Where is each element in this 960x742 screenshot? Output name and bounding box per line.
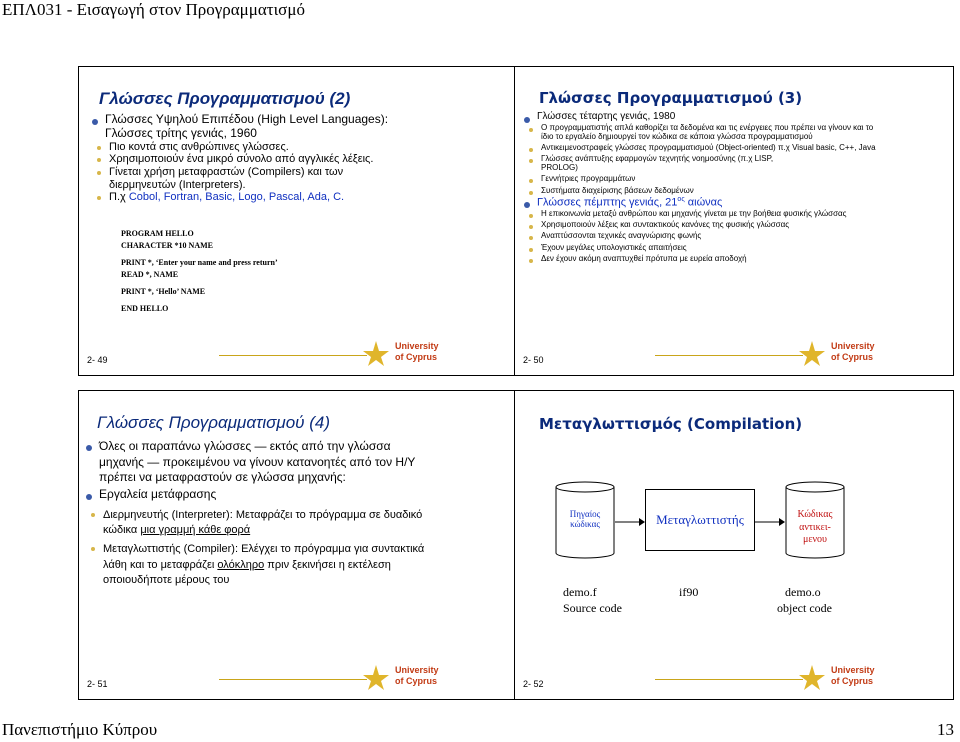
footer-rule <box>219 355 367 356</box>
university-logo <box>797 339 947 367</box>
source-code-box-label: Πηγαίος κώδικας <box>569 509 601 529</box>
bullet-high-level: Γλώσσες Υψηλού Επιπέδου (High Level Languages): Γλώσσες τρίτης γενιάς, 1960 <box>89 113 419 141</box>
bullet-translation: Όλες οι παραπάνω γλώσσες — εκτός από την γλώσσα μηχανής — προκειμένου να γίνουν κατανοητές από τον Η/Υ πρέπει να μεταφραστούν σε γλώσσα μηχανής: <box>83 439 428 486</box>
page-header: ΕΠΛ031 - Εισαγωγή στον Προγραμματισμό <box>2 0 305 19</box>
university-logo <box>361 339 511 367</box>
slide-number: 2- 51 <box>87 679 108 689</box>
sub-bullet: Γίνεται χρήση μεταφραστών (Compilers) και των διερμηνευτών (Interpreters). <box>89 166 369 191</box>
logo-line-2: of Cyprus <box>395 676 438 686</box>
sub-bullet: Αναπτύσσονται τεχνικές αναγνώρισης φωνής <box>521 231 881 240</box>
bullet-5th-gen <box>521 196 881 209</box>
crest-icon <box>797 339 827 367</box>
slide-number: 2- 49 <box>87 355 108 365</box>
sub-bullet: Γεννήτριες προγραμμάτων <box>521 174 881 183</box>
university-logo <box>361 663 511 691</box>
crest-icon <box>361 663 391 691</box>
logo-line-2: of Cyprus <box>395 352 438 362</box>
sub-bullet-compiler <box>83 542 428 588</box>
slide-title: Γλώσσες Προγραμματισμού (4) <box>97 413 331 432</box>
code-line: PROGRAM HELLO <box>121 229 194 238</box>
sub-bullet: Συστήματα διαχείρισης βάσεων δεδομένων <box>521 186 881 195</box>
arrow-icon <box>755 517 785 527</box>
gen-end: αιώνας <box>687 196 723 209</box>
slide-51 <box>78 390 518 700</box>
slide-number: 2- 52 <box>523 679 544 689</box>
compiler-name: if90 <box>679 585 699 599</box>
sub-bullet: Η επικοινωνία μεταξύ ανθρώπου και μηχανής γίνεται με την βοήθεια φυσικής γλώσσας <box>521 209 881 218</box>
slide-title: Γλώσσες Προγραμματισμού (3) <box>539 89 803 107</box>
bullet-4th-gen: Γλώσσες τέταρτης γενιάς, 1980 <box>521 111 881 123</box>
object-label: object code <box>777 601 832 615</box>
footer-rule <box>219 679 367 680</box>
slide-50 <box>514 66 954 376</box>
sub-bullet-interpreter <box>83 508 428 539</box>
arrow-icon <box>615 517 645 527</box>
compiler-underline: ολόκληρο <box>217 558 265 571</box>
crest-icon <box>361 339 391 367</box>
slide-52 <box>514 390 954 700</box>
logo-line-1: University <box>831 341 875 351</box>
logo-line-1: University <box>395 665 439 675</box>
source-filename: demo.f <box>563 585 597 599</box>
slide-number: 2- 50 <box>523 355 544 365</box>
code-line: READ *, NAME <box>121 270 179 279</box>
logo-line-1: University <box>395 341 439 351</box>
compiler-box: Μεταγλωττιστής <box>645 489 755 551</box>
crest-icon <box>797 663 827 691</box>
gen-text: Γλώσσες πέμπτης γενιάς, 21 <box>537 196 678 209</box>
object-filename: demo.o <box>785 585 821 599</box>
page-number: 13 <box>937 720 954 739</box>
sub-bullet: Δεν έχουν ακόμη αναπτυχθεί πρότυπα με ευρεία αποδοχή <box>521 254 881 263</box>
sub-bullet: Γλώσσες ανάπτυξης εφαρμογών τεχνητής νοημοσύνης (π.χ LISP, PROLOG) <box>521 154 801 172</box>
code-line: PRINT *, ‘Hello’ NAME <box>121 287 206 296</box>
logo-line-2: of Cyprus <box>831 352 874 362</box>
slide-49 <box>78 66 518 376</box>
page-footer-left: Πανεπιστήμιο Κύπρου <box>2 720 158 739</box>
slide-title: Μεταγλωττισμός (Compilation) <box>539 415 803 433</box>
source-label: Source code <box>563 601 622 615</box>
compiler-text: Μεταγλωττιστής (Compiler): Ελέγχει το πρόγραμμα για συντακτικά λάθη και το μεταφράζει <box>103 543 425 571</box>
sub-bullet: Χρησιμοποιούν λέξεις και συντακτικούς κανόνες της φυσικής γλώσσας <box>521 220 881 229</box>
sub-bullet: Ο προγραμματιστής απλά καθορίζει τα δεδομένα και τις ενέργειες που πρέπει να γίνουν και το ίδιο το εργαλείο δημιουργεί τον κώδικα σε κάποια γλώσσα προγραμματισμού <box>521 123 881 141</box>
code-line: PRINT *, ‘Enter your name and press return’ <box>121 258 278 267</box>
footer-rule <box>655 679 803 680</box>
university-logo <box>797 663 947 691</box>
logo-line-1: University <box>831 665 875 675</box>
logo-line-2: of Cyprus <box>831 676 874 686</box>
sub-bullet: Έχουν μεγάλες υπολογιστικές απαιτήσεις <box>521 243 881 252</box>
sub-bullet-examples <box>89 191 419 204</box>
sub-bullet: Πιο κοντά στις ανθρώπινες γλώσσες. <box>89 141 419 154</box>
example-prefix: Π.χ <box>109 191 126 204</box>
example-languages: Cobol, Fortran, Basic, Logo, Pascal, Ada, C. <box>128 191 345 204</box>
slide-title: Γλώσσες Προγραμματισμού (2) <box>99 89 351 108</box>
sub-bullet: Αντικειμενοστραφείς γλώσσες προγραμματισμού (Object-oriented) π.χ Visual basic, C++, Java <box>521 143 881 152</box>
compiler-text-end: πριν ξεκινήσει η εκτέλεση οποιουδήποτε μέρους του <box>103 558 391 587</box>
gen-sup: ος <box>677 195 685 203</box>
object-code-box-label: Κώδικας αντικει-μενου <box>797 509 833 545</box>
sub-bullet: Χρησιμοποιούν ένα μικρό σύνολο από αγγλικές λέξεις. <box>89 153 419 166</box>
fortran-code <box>121 229 278 313</box>
bullet-tools: Εργαλεία μετάφρασης <box>83 488 428 502</box>
code-line: END HELLO <box>121 304 169 313</box>
interpreter-text: Διερμηνευτής (Interpreter): Μεταφράζει το πρόγραμμα σε δυαδικό κώδικα <box>103 508 423 536</box>
code-line: CHARACTER *10 NAME <box>121 241 213 250</box>
footer-rule <box>655 355 803 356</box>
interpreter-underline: μια γραμμή κάθε φορά <box>140 523 251 536</box>
